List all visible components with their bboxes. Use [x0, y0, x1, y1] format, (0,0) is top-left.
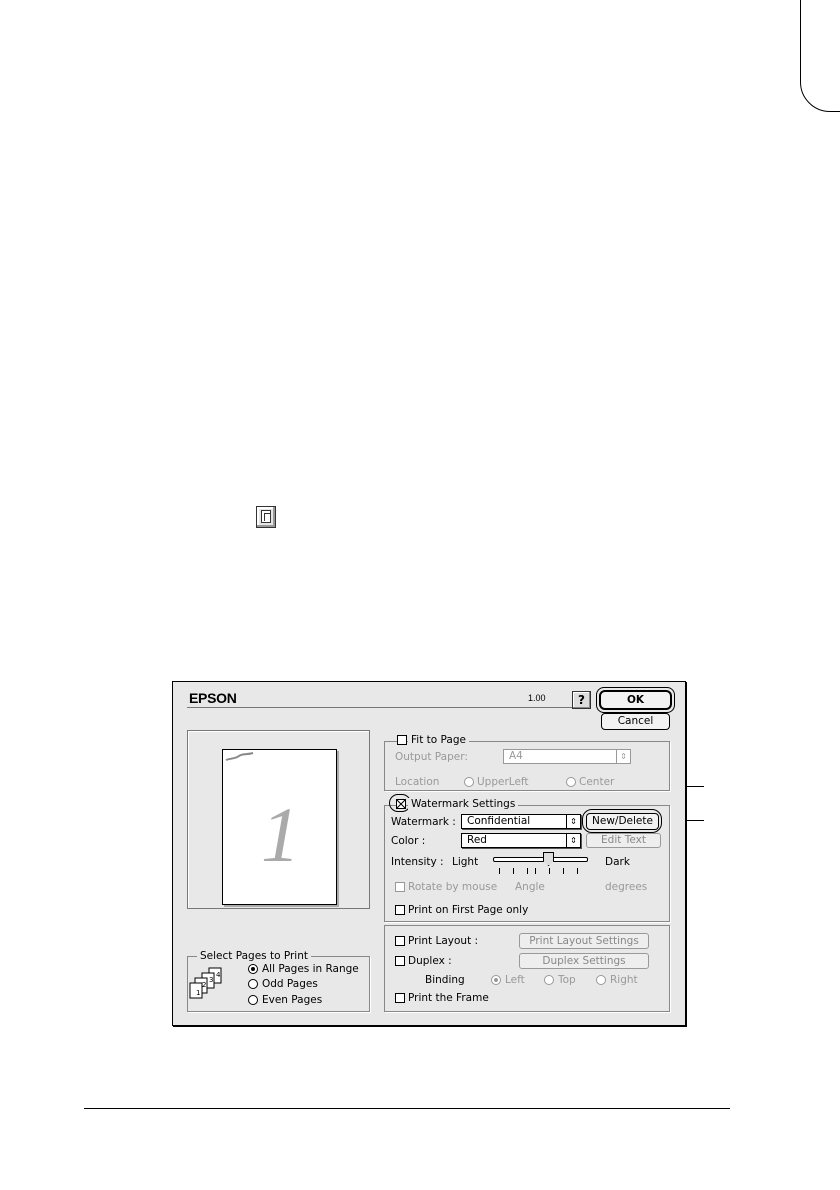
rotate-by-mouse-checkbox[interactable] [395, 882, 405, 892]
new-delete-button[interactable]: New/Delete [586, 813, 659, 830]
watermark-settings-label: Watermark Settings [408, 798, 518, 810]
select-arrows-icon: ⇕ [566, 815, 580, 828]
brand-title: EPSON [189, 690, 237, 706]
binding-left-radio[interactable] [491, 975, 501, 985]
watermark-dialog [172, 681, 686, 1026]
even-pages-radio[interactable] [248, 995, 258, 1005]
color-label: Color : [391, 835, 426, 847]
watermark-value: Confidential [467, 815, 531, 827]
stacked-pages-icon [189, 966, 233, 1000]
odd-pages-radio[interactable] [248, 979, 258, 989]
print-layout-checkbox[interactable] [395, 936, 405, 946]
angle-label: Angle [515, 881, 545, 893]
print-layout-label: Print Layout : [408, 935, 479, 947]
upper-left-label: UpperLeft [477, 776, 529, 788]
rotate-by-mouse-label: Rotate by mouse [408, 881, 498, 893]
color-value: Red [467, 834, 487, 846]
slider-tick [577, 868, 578, 874]
output-paper-select[interactable] [503, 749, 631, 764]
footer-rule [84, 1108, 730, 1109]
preview-page [222, 749, 337, 905]
page-preview [187, 730, 370, 909]
select-pages-title: Select Pages to Print [197, 950, 311, 962]
svg-text:3: 3 [209, 976, 214, 984]
page-layout-icon [256, 506, 276, 528]
print-frame-label: Print the Frame [408, 992, 489, 1004]
binding-top-label: Top [558, 974, 576, 986]
svg-text:1: 1 [196, 989, 201, 997]
intensity-label: Intensity : [391, 856, 444, 868]
odd-pages-label: Odd Pages [262, 978, 318, 990]
intensity-slider-track[interactable] [493, 857, 588, 862]
print-frame-checkbox[interactable] [395, 993, 405, 1003]
center-label: Center [579, 776, 615, 788]
page-tab-edge [800, 0, 840, 112]
binding-top-radio[interactable] [544, 975, 554, 985]
watermark-select[interactable] [461, 814, 581, 829]
select-arrows-icon: ⇕ [616, 750, 630, 763]
print-layout-settings-button[interactable]: Print Layout Settings [519, 933, 649, 949]
degrees-label: degrees [605, 881, 648, 893]
duplex-checkbox[interactable] [395, 956, 405, 966]
output-paper-value: A4 [509, 750, 523, 762]
even-pages-label: Even Pages [262, 994, 323, 1006]
slider-tick [513, 868, 514, 874]
fit-to-page-checkbox[interactable] [397, 735, 407, 745]
ok-button[interactable]: OK [599, 690, 672, 710]
help-icon[interactable]: ? [572, 691, 591, 709]
output-paper-label: Output Paper: [395, 751, 468, 763]
slider-tick [563, 868, 564, 874]
slider-tick [549, 868, 550, 874]
color-select[interactable] [461, 833, 581, 848]
slider-tick [535, 868, 536, 874]
cancel-button[interactable]: Cancel [601, 713, 670, 730]
binding-left-label: Left [505, 974, 525, 986]
center-radio[interactable] [566, 777, 576, 787]
print-first-page-label: Print on First Page only [408, 904, 529, 916]
select-arrows-icon: ⇕ [566, 834, 580, 847]
watermark-preview-mark [225, 752, 255, 762]
print-first-page-checkbox[interactable] [395, 905, 405, 915]
binding-right-label: Right [610, 974, 638, 986]
duplex-settings-button[interactable]: Duplex Settings [519, 953, 649, 969]
location-label: Location [395, 776, 440, 788]
svg-text:2: 2 [202, 981, 207, 989]
all-pages-label: All Pages in Range [262, 963, 359, 975]
binding-right-radio[interactable] [596, 975, 606, 985]
edit-text-button[interactable]: Edit Text [586, 833, 661, 848]
duplex-label: Duplex : [408, 955, 452, 967]
version-label: 1.00 [528, 693, 546, 703]
all-pages-radio[interactable] [248, 964, 258, 974]
intensity-light-label: Light [452, 856, 479, 868]
svg-text:4: 4 [216, 971, 221, 979]
intensity-dark-label: Dark [605, 856, 630, 868]
slider-tick [499, 868, 500, 874]
fit-to-page-label: Fit to Page [408, 734, 469, 746]
watermark-label: Watermark : [391, 816, 456, 828]
slider-tick [527, 868, 528, 874]
preview-page-number: 1 [261, 791, 300, 878]
title-divider [187, 707, 577, 708]
binding-label: Binding [425, 974, 465, 986]
button-callout-circle [582, 809, 662, 833]
upper-left-radio[interactable] [464, 777, 474, 787]
